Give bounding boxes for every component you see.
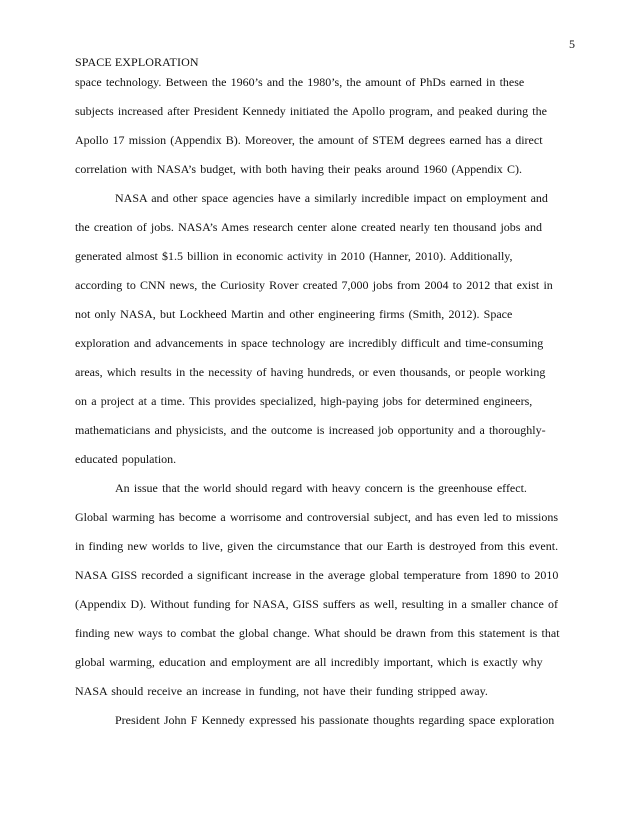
text-line: space technology. Between the 1960’s and the 1980’s, the amount of PhDs earned in these [75, 75, 525, 89]
text-line: correlation with NASA’s budget, with both having their peaks around 1960 (Appendix C). [75, 162, 522, 176]
text-line: exploration and advancements in space technology are incredibly difficult and time-consuming [75, 336, 544, 350]
text-line: generated almost $1.5 billion in economic activity in 2010 (Hanner, 2010). Additionally, [75, 249, 513, 263]
text-line: NASA and other space agencies have a similarly incredible impact on employment and [115, 191, 548, 205]
page-number: 5 [569, 37, 575, 51]
text-line: NASA should receive an increase in funding, not have their funding stripped away. [75, 684, 488, 698]
text-line: Global warming has become a worrisome and controversial subject, and has even led to missions [75, 510, 559, 524]
running-head: SPACE EXPLORATION [75, 55, 199, 69]
text-line: An issue that the world should regard with heavy concern is the greenhouse effect. [115, 481, 527, 495]
text-line: not only NASA, but Lockheed Martin and other engineering firms (Smith, 2012). Space [75, 307, 513, 321]
text-line: Apollo 17 mission (Appendix B). Moreover, the amount of STEM degrees earned has a direct [75, 133, 543, 147]
text-line: areas, which results in the necessity of having hundreds, or even thousands, or people working [75, 365, 546, 379]
text-line: President John F Kennedy expressed his passionate thoughts regarding space exploration [115, 713, 555, 727]
text-line: (Appendix D). Without funding for NASA, GISS suffers as well, resulting in a smaller chance of [75, 597, 558, 611]
text-line: on a project at a time. This provides specialized, high-paying jobs for determined engineers, [75, 394, 533, 408]
text-line: finding new ways to combat the global change. What should be drawn from this statement is that [75, 626, 560, 640]
text-line: according to CNN news, the Curiosity Rover created 7,000 jobs from 2004 to 2012 that exist in [75, 278, 553, 292]
text-line: NASA GISS recorded a significant increase in the average global temperature from 1890 to 2010 [75, 568, 559, 582]
text-line: in finding new worlds to live, given the circumstance that our Earth is destroyed from this event. [75, 539, 559, 553]
text-line: the creation of jobs. NASA’s Ames research center alone created nearly ten thousand jobs and [75, 220, 542, 234]
text-line: mathematicians and physicists, and the outcome is increased job opportunity and a thoroughly- [75, 423, 546, 437]
text-line: global warming, education and employment are all incredibly important, which is exactly why [75, 655, 543, 669]
text-line: subjects increased after President Kennedy initiated the Apollo program, and peaked during the [75, 104, 547, 118]
text-line: educated population. [75, 452, 177, 466]
